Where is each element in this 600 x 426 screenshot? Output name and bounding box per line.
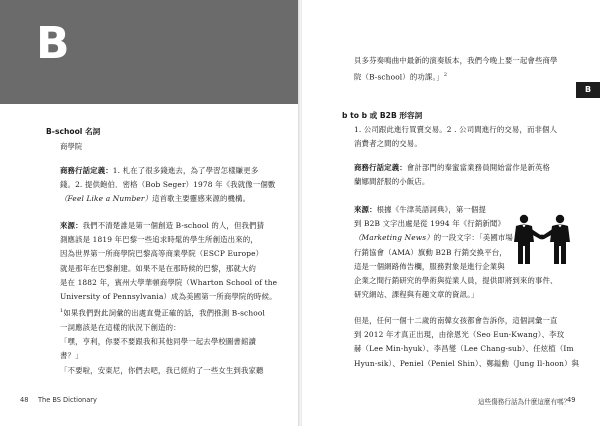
source-line-8: 一詞應該是在這樣的狀況下創造的： <box>60 322 181 332</box>
definition-label: 商務行話定義： <box>60 166 113 175</box>
footnote-mark-2: 2 <box>443 72 448 79</box>
source-line-6: University of Pennsylvania）成為美國第一所商學院的時候。 <box>60 292 277 302</box>
source-label: 來源： <box>354 205 377 214</box>
left-page <box>0 0 298 426</box>
handshake-illustration <box>510 214 574 266</box>
continued-line-2: 院（B-school）的功課。」 <box>354 72 444 82</box>
section-tab: B <box>576 82 600 98</box>
source-line-2: 到 B2B 文字出處是從 1994 年《行銷新聞》 <box>354 219 505 229</box>
definition-block <box>60 164 285 207</box>
left-page-number: 48 <box>20 396 29 404</box>
source-line-1: 我們不清楚誰是第一個創造 B-school 的人，但我們猜 <box>82 221 265 230</box>
quote-line-1: 「嘿，亨利，你要不要跟我和其他同學一起去學校圖書館讀 <box>60 337 257 347</box>
right-page <box>302 0 600 426</box>
entry-line-2: 消費者之間的交易。 <box>354 139 422 149</box>
entry-block <box>354 123 590 151</box>
continued-text <box>354 54 584 85</box>
quote-line-3: 「不要啦，安東尼，你們去吧，我已經約了一些女生到我家聽 <box>60 365 264 375</box>
source-title: （Marketing News） <box>354 233 434 243</box>
entry-translation: 商學院 <box>60 142 83 151</box>
source-line-1: 根據《牛津英語詞典》，第一個提 <box>376 205 487 214</box>
source-line-3: 的一段文字：「美國市場 <box>433 233 513 243</box>
definition-line-2: 錢。2. 提供飽伯．密格（Bob Seger）1978 年《我就像一個數 <box>60 180 276 190</box>
entry-line-1: 1. 公司跟此進行買賣交易。2 . 公司間進行的交易，而非個人 <box>354 125 558 134</box>
source-line-2: 測應該是 1819 年巴黎一些追求時髦的學生所創造出來的， <box>60 235 258 245</box>
source-line-7: 如果我們對此詞彙的出處直覺正確的話，我們推測 B-school <box>63 308 265 318</box>
source-line-6: 企業之間行銷研究的學術與從業人員，提供即將到來的事件、 <box>354 276 558 286</box>
right-page-number: 49 <box>567 396 576 404</box>
section-letter-block <box>0 0 298 104</box>
quote-line-2: 書？」 <box>60 351 83 361</box>
source-block <box>60 219 290 378</box>
book-title: The BS Dictionary <box>38 396 97 404</box>
entry-title: B-school 名詞 <box>46 127 101 136</box>
continued-line-1: 貝多芬奏鳴曲中最新的演奏版本，我們今晚上要一起會些商學 <box>354 56 558 65</box>
paragraph-2 <box>354 314 594 371</box>
definition-block <box>354 161 590 189</box>
definition-line-1: 會計部門的秦蜜當業務員開始當作是新英格 <box>406 163 551 172</box>
definition-label: 商務行話定義： <box>354 163 407 172</box>
definition-line-1: 1. 札在了很多錢進去，為了學習怎樣賺更多 <box>112 166 259 175</box>
source-line-5: 這是一個網路佈告欄，服務對象是進行企業與 <box>354 262 505 271</box>
source-line-4: 就是那年在巴黎創建。如果不是在那時候的巴黎，那就大約 <box>60 263 257 273</box>
definition-title: （Feel Like a Number） <box>60 194 153 204</box>
source-line-4: 行銷協會（AMA）旗動 B2B 行銷交換平台， <box>354 247 507 257</box>
footer-text: 這些傷務行話為什麼這麼有嗎？ <box>478 398 571 406</box>
source-line-3: 因為世界第一所商學院巴黎高等商業學院（ESCP Europe） <box>60 249 264 259</box>
entry-title: b to b 或 B2B 形容詞 <box>342 111 423 120</box>
definition-line-3: 這首歌主要靈感來源的機構。 <box>152 194 251 204</box>
source-line-5: 是在 1882 年，賓州大學華頓商學院（Wharton School of the <box>60 277 278 287</box>
source-block-wide <box>354 260 594 303</box>
paragraph-2-line-2: 到 2012 年才真正出現，由徐恩光（Seo Eun-Kwang）、李玟 <box>354 330 565 340</box>
paragraph-2-line-1: 但是，任何一個十二歲的南韓女孩都會告訴你，這個詞彙一直 <box>354 316 558 325</box>
footnote-mark-1: 1 <box>60 308 64 315</box>
paragraph-2-line-3: 赫（Lee Min-hyuk）、李昌燮（Lee Chang-sub）、任炫植（Im <box>354 344 574 354</box>
section-letter: B <box>36 18 70 69</box>
paragraph-2-line-4: Hyun-sik）、Peniel（Peniel Shin）、鄭鎰勳（Jung Il-hoon）與 <box>354 358 580 368</box>
definition-line-2: 蘭娜間舒服的小飯店。 <box>354 177 430 187</box>
source-label: 來源： <box>60 221 83 230</box>
source-line-7: 研究網站、課程與有趣文章的資訊。」 <box>354 290 479 300</box>
